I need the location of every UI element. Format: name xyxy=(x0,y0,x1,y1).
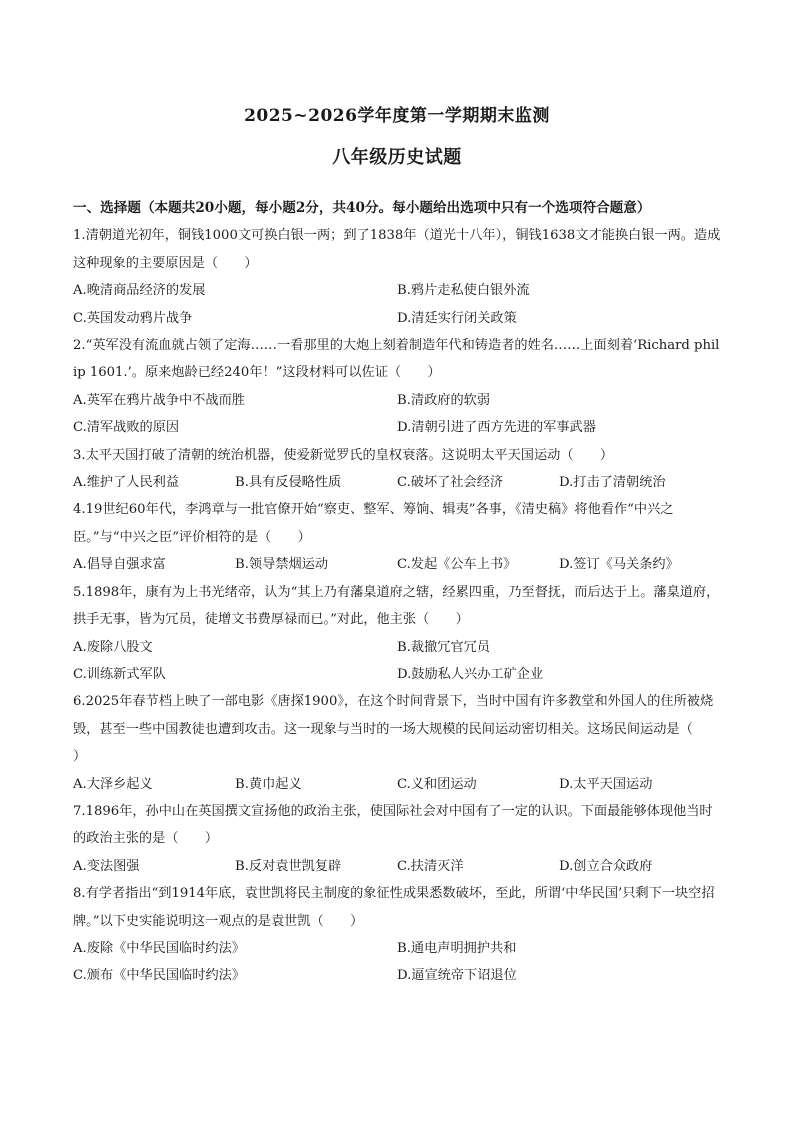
option-b: B.黄巾起义 xyxy=(235,776,302,792)
option-d: D.清朝引进了西方先进的军事武器 xyxy=(397,420,596,436)
question-5 xyxy=(73,579,721,689)
option-b: B.清政府的软弱 xyxy=(397,392,491,408)
option-b: B.通电声明拥护共和 xyxy=(397,940,517,956)
section-heading: 一、选择题（本题共20小题，每小题2分，共40分。每小题给出选项中只有一个选项符合题意） xyxy=(73,200,651,216)
option-d: D.打击了清朝统治 xyxy=(559,475,666,491)
exam-subtitle: 八年级历史试题 xyxy=(332,147,462,168)
question-stem: 3.太平天国打破了清朝的统治机器，使爱新觉罗氏的皇权衰落。这说明太平天国运动（ ） xyxy=(73,447,614,463)
option-c: C.破坏了社会经济 xyxy=(397,475,504,491)
exam-title: 2025~2026学年度第一学期期末监测 xyxy=(244,106,550,126)
option-c: C.训练新式军队 xyxy=(73,666,166,682)
question-stem: 2.“英军没有流血就占领了定海……一看那里的大炮上刻着制造年代和铸造者的姓名……上面刻着‘Richard philip 1601.’。原来炮龄已经240年！”这段材料可以佐证（ ） xyxy=(73,338,720,381)
question-2 xyxy=(73,332,721,442)
question-stem: 6.2025年春节档上映了一部电影《唐探1900》，在这个时间背景下，当时中国有许多教堂和外国人的住所被烧毁，甚至一些中国教徒也遭到攻击。这一现象与当时的一场大规模的民间运动密切相关。这场民间运动是（ ） xyxy=(73,694,720,765)
option-d: D.太平天国运动 xyxy=(559,776,653,792)
question-7 xyxy=(73,798,721,880)
option-b: B.具有反侵略性质 xyxy=(235,475,342,491)
option-c: C.发起《公车上书》 xyxy=(397,557,517,573)
option-a: A.废除《中华民国临时约法》 xyxy=(73,940,245,956)
option-a: A.晚清商品经济的发展 xyxy=(73,283,206,299)
question-3 xyxy=(73,442,721,497)
option-b: B.反对袁世凯复辟 xyxy=(235,858,342,874)
option-a: A.倡导自强求富 xyxy=(73,557,166,573)
question-stem: 7.1896年，孙中山在英国撰文宣扬他的政治主张，使国际社会对中国有了一定的认识。下面最能够体现他当时的政治主张的是（ ） xyxy=(73,803,713,847)
option-b: B.裁撤冗官冗员 xyxy=(397,639,491,655)
option-a: A.维护了人民利益 xyxy=(73,475,180,491)
options xyxy=(73,634,721,689)
option-d: D.签订《马关条约》 xyxy=(559,557,679,573)
question-stem: 8.有学者指出“到1914年底，袁世凯将民主制度的象征性成果悉数破坏，至此，所谓‘中华民国’只剩下一块空招牌。”以下史实能说明这一观点的是袁世凯（ ） xyxy=(73,886,715,929)
question-8 xyxy=(73,880,721,990)
option-c: C.颁布《中华民国临时约法》 xyxy=(73,968,246,984)
options xyxy=(73,853,721,880)
options xyxy=(73,277,721,332)
option-a: A.废除八股文 xyxy=(73,639,153,655)
question-1 xyxy=(73,222,721,332)
option-c: C.扶清灭洋 xyxy=(397,858,464,874)
option-a: A.变法图强 xyxy=(73,858,140,874)
question-4 xyxy=(73,496,721,578)
question-6 xyxy=(73,688,721,798)
options xyxy=(73,551,721,578)
option-c: C.义和团运动 xyxy=(397,776,477,792)
option-b: B.领导禁烟运动 xyxy=(235,557,329,573)
option-a: A.大泽乡起义 xyxy=(73,776,153,792)
option-d: D.清廷实行闭关政策 xyxy=(397,310,517,326)
options xyxy=(73,935,721,990)
options xyxy=(73,771,721,798)
options xyxy=(73,469,721,496)
option-d: D.创立合众政府 xyxy=(559,858,653,874)
option-d: D.逼宣统帝下诏退位 xyxy=(397,968,517,984)
exam-content xyxy=(73,195,721,990)
option-b: B.鸦片走私使白银外流 xyxy=(397,283,530,299)
options xyxy=(73,387,721,442)
question-stem: 1.清朝道光初年，铜钱1000文可换白银一两；到了1838年（道光十八年），铜钱1638文才能换白银一两。造成这种现象的主要原因是（ ） xyxy=(73,228,721,271)
option-c: C.英国发动鸦片战争 xyxy=(73,310,193,326)
question-stem: 4.19世纪60年代，李鸿章与一批官僚开始“察吏、整军、筹饷、辑夷”各事，《清史稿》将他看作“中兴之臣。”与“中兴之臣”评价相符的是（ ） xyxy=(73,502,674,545)
option-d: D.鼓励私人兴办工矿企业 xyxy=(397,666,544,682)
option-c: C.清军战败的原因 xyxy=(73,420,180,436)
question-stem: 5.1898年，康有为上书光绪帝，认为“其上乃有藩臬道府之辖，经累四重，乃至督抚，而后达于上。藩臬道府，拱手无事，皆为冗员，徒增文书费厚禄而已。”对此，他主张（ ） xyxy=(73,584,720,628)
option-a: A.英军在鸦片战争中不战而胜 xyxy=(73,392,245,408)
